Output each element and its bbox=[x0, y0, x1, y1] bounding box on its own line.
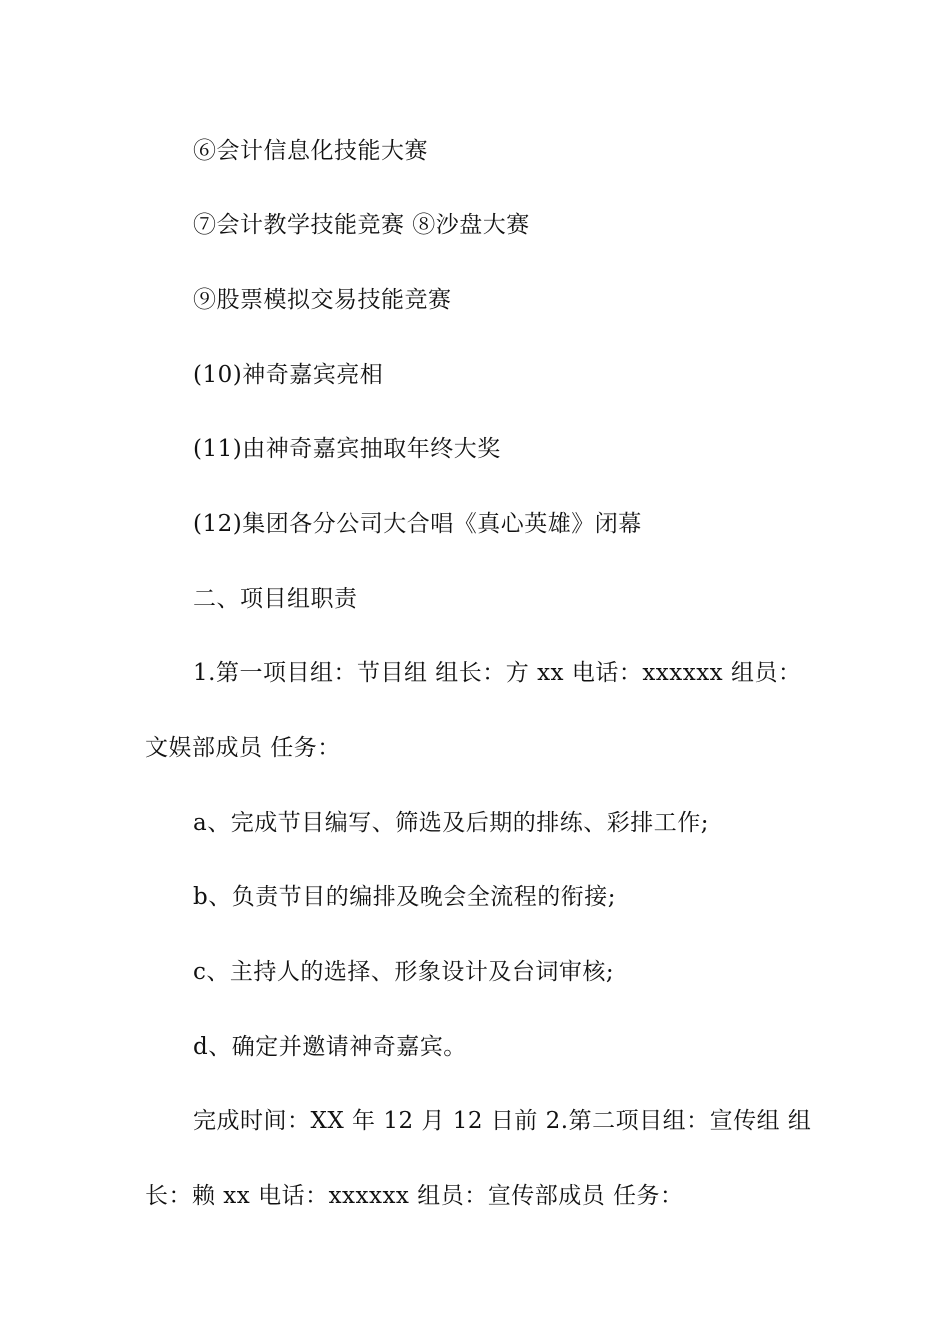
list-item-12: (12)集团各分公司大合唱《真心英雄》闭幕 bbox=[193, 511, 642, 537]
list-item-11: (11)由神奇嘉宾抽取年终大奖 bbox=[193, 436, 501, 462]
section-heading: 二、项目组职责 bbox=[193, 586, 358, 612]
list-item-10: (10)神奇嘉宾亮相 bbox=[193, 362, 384, 388]
task-item-a: a、完成节目编写、筛选及后期的排练、彩排工作; bbox=[193, 810, 709, 836]
list-item-9: ⑨股票模拟交易技能竞赛 bbox=[193, 287, 452, 313]
task-item-d: d、确定并邀请神奇嘉宾。 bbox=[193, 1034, 467, 1060]
paragraph-group1-line2: 文娱部成员 任务： bbox=[145, 735, 341, 761]
task-item-c: c、主持人的选择、形象设计及台词审核; bbox=[193, 959, 615, 985]
paragraph-group1-line1: 1.第一项目组：节目组 组长：方 xx 电话：xxxxxx 组员： bbox=[193, 660, 802, 686]
paragraph-group2-line1: 完成时间：XX 年 12 月 12 日前 2.第二项目组：宣传组 组 bbox=[193, 1108, 812, 1134]
list-item-7-8: ⑦会计教学技能竞赛 ⑧沙盘大赛 bbox=[193, 212, 530, 238]
task-item-b: b、负责节目的编排及晚会全流程的衔接; bbox=[193, 884, 616, 910]
list-item-6: ⑥会计信息化技能大赛 bbox=[193, 138, 428, 164]
paragraph-group2-line2: 长：赖 xx 电话：xxxxxx 组员：宣传部成员 任务： bbox=[145, 1183, 684, 1209]
